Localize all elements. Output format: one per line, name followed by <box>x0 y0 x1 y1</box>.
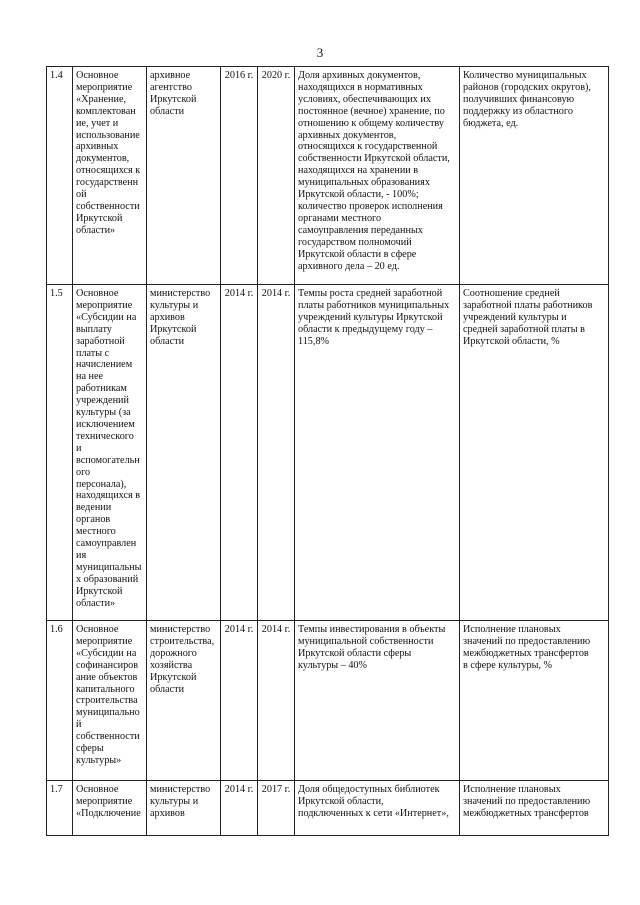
measure-name: Основное мероприятие «Субсидии на софинансиров ание объектов капитального строительства муниципально й собственности сферы культуры» <box>73 621 147 781</box>
table-row <box>47 621 609 781</box>
end-year: 2017 г. <box>258 781 295 836</box>
expected-results: Темпы инвестирования в объекты муниципальной собственности Иркутской области сферы культуры – 40% <box>295 621 460 781</box>
end-year: 2014 г. <box>258 285 295 621</box>
table-row <box>47 781 609 836</box>
expected-results: Темпы роста средней заработной платы работников муниципальных учреждений культуры Иркутской области к предыдущему году – 115,8% <box>295 285 460 621</box>
row-number: 1.4 <box>47 67 73 285</box>
table-row <box>47 285 609 621</box>
start-year: 2014 г. <box>221 621 258 781</box>
expected-results: Доля архивных документов, находящихся в нормативных условиях, обеспечивающих их постоянное (вечное) хранение, по отношению к общему количеству архивных документов, относящихся к государственной собственности Иркутской области, находящихся на хранении в муниципальных образованиях Иркутской области, - 100%; количество проверок исполнения органами местного самоуправления переданных государством полномочий Иркутской области в сфере архивного дела – 20 ед. <box>295 67 460 285</box>
table-row <box>47 67 609 285</box>
linked-indicators: Исполнение плановых значений по предоставлению межбюджетных трансфертов в сфере культуры, % <box>460 621 609 781</box>
row-number: 1.7 <box>47 781 73 836</box>
start-year: 2014 г. <box>221 781 258 836</box>
row-number: 1.5 <box>47 285 73 621</box>
executor: министерство культуры и архивов <box>147 781 221 836</box>
measure-name: Основное мероприятие «Хранение, комплектован ие, учет и использование архивных документов, относящихся к государственн ой собственности Иркутской области» <box>73 67 147 285</box>
program-measures-table <box>46 66 609 836</box>
page-number: 3 <box>316 45 324 60</box>
end-year: 2014 г. <box>258 621 295 781</box>
linked-indicators: Соотношение средней заработной платы работников учреждений культуры и средней заработной платы в Иркутской области, % <box>460 285 609 621</box>
linked-indicators: Исполнение плановых значений по предоставлению межбюджетных трансфертов <box>460 781 609 836</box>
measure-name: Основное мероприятие «Подключение <box>73 781 147 836</box>
linked-indicators: Количество муниципальных районов (городских округов), получивших финансовую поддержку из областного бюджета, ед. <box>460 67 609 285</box>
executor: министерство строительства, дорожного хозяйства Иркутской области <box>147 621 221 781</box>
executor: архивное агентство Иркутской области <box>147 67 221 285</box>
end-year: 2020 г. <box>258 67 295 285</box>
row-number: 1.6 <box>47 621 73 781</box>
executor: министерство культуры и архивов Иркутской области <box>147 285 221 621</box>
expected-results: Доля общедоступных библиотек Иркутской области, подключенных к сети «Интернет», <box>295 781 460 836</box>
measure-name: Основное мероприятие «Субсидии на выплату заработной платы с начислением на нее работникам учреждений культуры (за исключением технического и вспомогательн ого персонала), находящихся в ведении органов местного самоуправлен ия муниципальны х образований Иркутской области» <box>73 285 147 621</box>
start-year: 2016 г. <box>221 67 258 285</box>
start-year: 2014 г. <box>221 285 258 621</box>
